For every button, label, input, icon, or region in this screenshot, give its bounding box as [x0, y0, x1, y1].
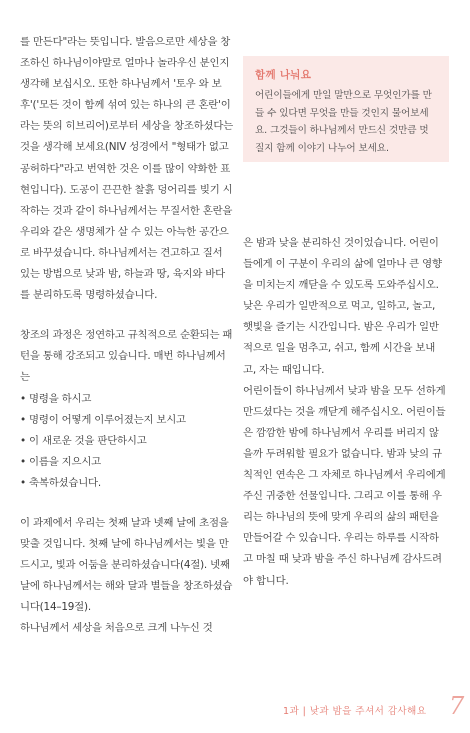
right-paragraph-2: 어린이들이 하나님께서 낮과 밤을 모두 선하게 만드셨다는 것을 깨닫게 해주십시오. 어린이들은 깜깜한 밤에 하나님께서 우리를 버리지 않을까 두려워할 필요가 없습니다. 밤과 낮의 규칙적인 연속은 그 자체로 하나님께서 우리에게 주신 귀중한 선물입니다. 그리고 이를 통해 우리는 하나님의 뜻에 맞게 우리의 삶의 패턴을 만들어갈 수 있습니다. 우리는 하루를 시작하고 마칠 때 낮과 밤을 주신 하나님께 감사드려야 합니다. — [243, 384, 446, 587]
creation-steps-list — [20, 389, 234, 494]
paragraph-gap — [20, 494, 234, 513]
left-paragraph-4: 하나님께서 세상을 처음으로 크게 나누신 것 — [20, 622, 213, 635]
page-footer — [0, 690, 470, 730]
sharing-activity-box — [243, 56, 449, 162]
chapter-title: 1과 | 낮과 밤을 주셔서 감사해요 — [283, 706, 427, 717]
activity-body: 어린이들에게 만일 말만으로 무엇인가를 만들 수 있다면 무엇을 만들 것인지 물어보세요. 그것들이 하나님께서 만드신 것만큼 멋질지 함께 이야기 나누어 보세요. — [255, 90, 432, 154]
right-paragraph-1: 은 밤과 낮을 분리하신 것이었습니다. 어린이들에게 이 구분이 우리의 삶에 얼마나 큰 영향을 미치는지 깨닫을 수 있도록 도와주십시오. 낮은 우리가 일반적으로 먹고, 일하고, 놀고, 햇빛을 즐기는 시간입니다. 밤은 우리가 일반적으로 일을 멈추고, 쉬고, 함께 시간을 보내고, 자는 때입니다. — [243, 237, 442, 376]
activity-title: 함께 나눠요 — [255, 69, 312, 81]
list-item: • 명령을 하시고 — [20, 392, 92, 405]
list-item: • 축복하셨습니다. — [20, 476, 101, 489]
right-column — [243, 233, 447, 592]
page-number: 7 — [449, 692, 465, 720]
list-item: • 이 새로운 것을 판단하시고 — [20, 434, 147, 447]
left-column — [20, 32, 234, 640]
left-paragraph-1: 를 만든다"라는 뜻입니다. 발음으로만 세상을 창조하신 하나님이야말로 얼마나 놀라우신 분인지 생각해 보십시오. 또한 하나님께서 '토우 와 보후'('모든 것이 함께 섞여 있는 하나의 큰 혼란'이라는 뜻의 히브리어)로부터 세상을 창조하셨다는 것을 생각해 보세요(NIV 성경에서 "형태가 없고 공허하다"라고 번역한 것은 이를 많이 약화한 표현입니다). 도공이 끈끈한 찰흙 덩어리를 빚기 시작하는 것과 같이 하나님께서는 무질서한 혼란을 우리와 같은 생명체가 살 수 있는 아늑한 공간으로 바꾸셨습니다. 하나님께서는 견고하고 질서 있는 방법으로 낮과 밤, 하늘과 땅, 육지와 바다를 분리하도록 명령하셨습니다. — [20, 36, 234, 302]
list-item: • 명령이 어떻게 이루어졌는지 보시고 — [20, 413, 186, 426]
left-paragraph-2: 창조의 과정은 정연하고 규칙적으로 순환되는 패턴을 통해 강조되고 있습니다. 매번 하나님께서는 — [20, 329, 233, 384]
list-item: • 이름을 지으시고 — [20, 455, 101, 468]
paragraph-gap — [20, 306, 234, 325]
left-paragraph-3: 이 과제에서 우리는 첫째 날과 넷째 날에 초점을 맞출 것입니다. 첫째 날에 하나님께서는 빛을 만드시고, 빛과 어둠을 분리하셨습니다(4절). 넷째 날에 하나님께서는 해와 달과 별들을 창조하셨습니다(14–19절). — [20, 516, 233, 614]
